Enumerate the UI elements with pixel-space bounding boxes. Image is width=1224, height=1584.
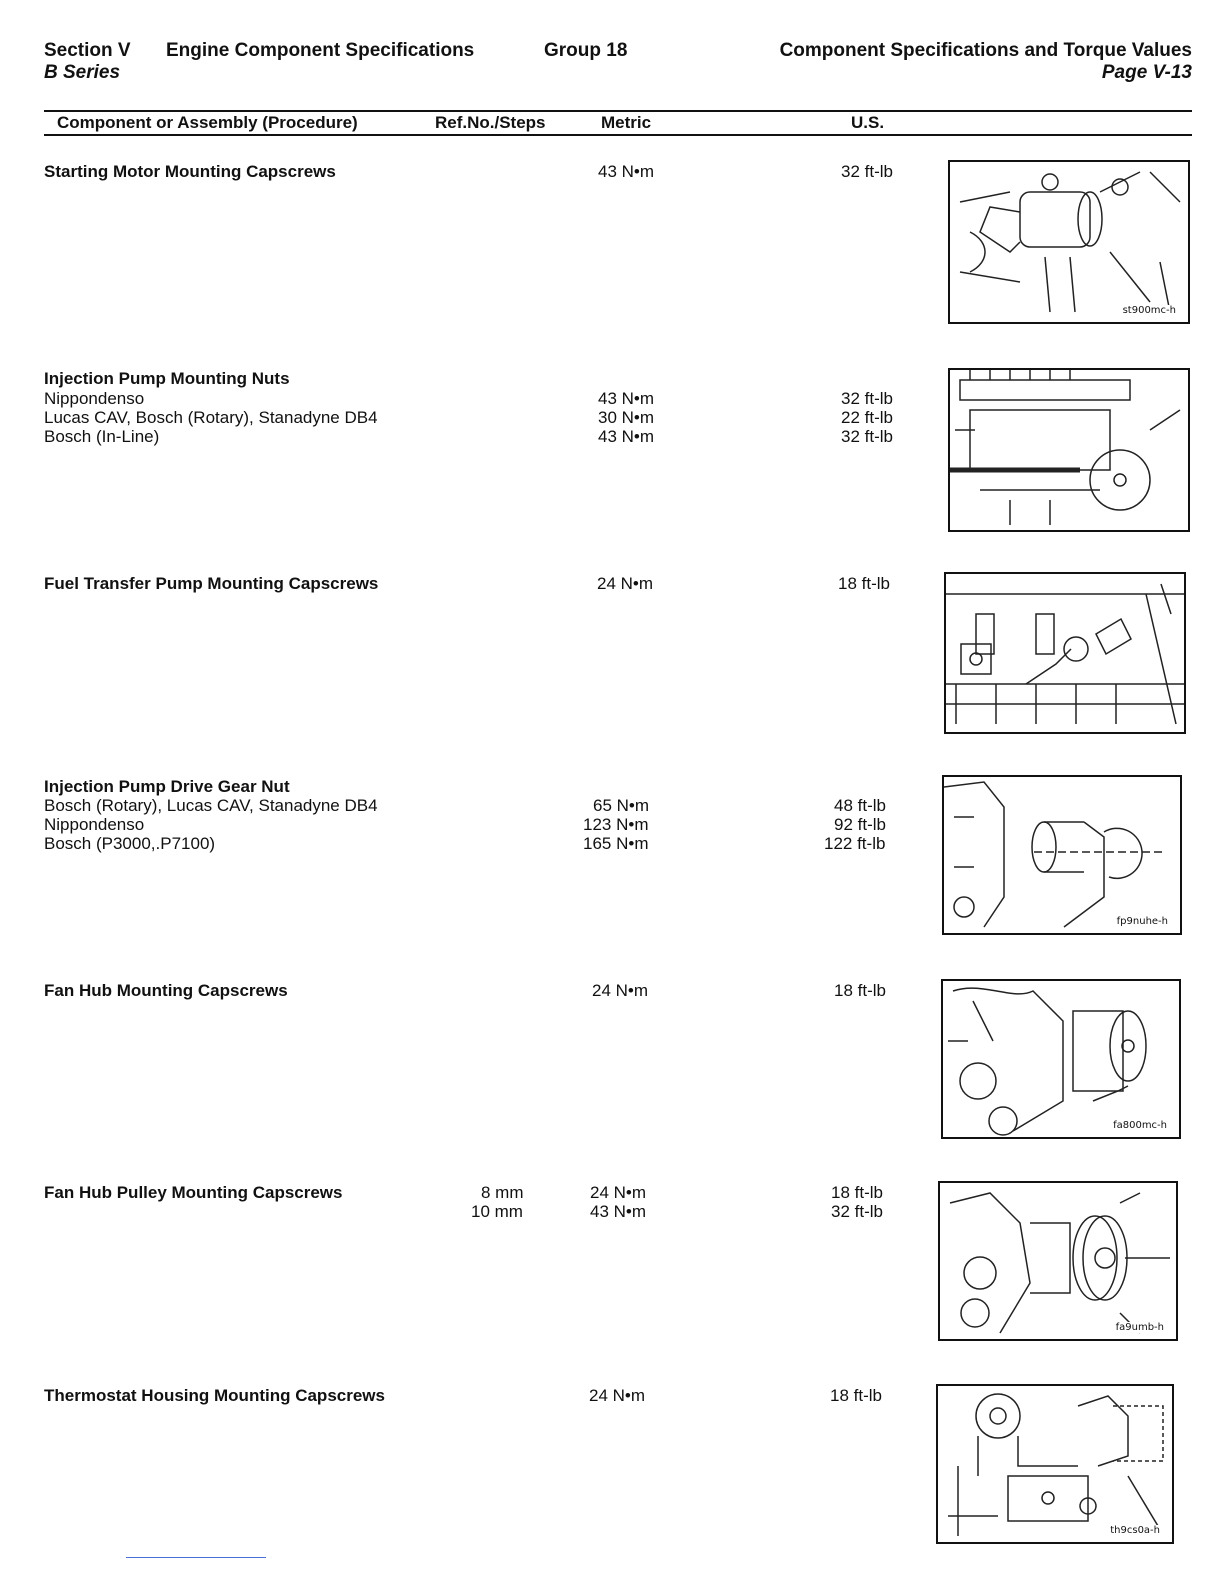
figure-code: fa9umb-h: [1115, 1322, 1164, 1333]
ref-value: 10 mm: [471, 1202, 523, 1221]
section-label: Section V: [44, 40, 131, 61]
metric-value: 43 N•m: [590, 1202, 647, 1221]
row-sub: Bosch (Rotary), Lucas CAV, Stanadyne DB4: [44, 796, 378, 815]
starting-motor-drawing: [948, 160, 1190, 324]
fan-hub-drawing: [941, 979, 1181, 1139]
col-ref: Ref.No./Steps: [435, 113, 546, 132]
us-value: 48 ft-lb: [834, 796, 886, 815]
section-title: Engine Component Specifications: [166, 40, 475, 61]
metric-value: 43 N•m: [598, 427, 655, 446]
figure-code: st900mc-h: [1122, 305, 1176, 316]
row-title: Fuel Transfer Pump Mounting Capscrews: [44, 574, 379, 593]
row-sub: Nippondenso: [44, 389, 145, 408]
col-component: Component or Assembly (Procedure): [57, 113, 358, 132]
figure-code: fp9nuhe-h: [1116, 916, 1168, 927]
figure-code: fa800mc-h: [1113, 1120, 1167, 1131]
us-value: 18 ft-lb: [831, 1183, 883, 1202]
col-us: U.S.: [851, 113, 885, 132]
row-sub: Bosch (In-Line): [44, 427, 160, 446]
metric-value: 43 N•m: [598, 389, 655, 408]
us-value: 22 ft-lb: [841, 408, 893, 427]
metric-value: 30 N•m: [598, 408, 655, 427]
injection-pump-drawing: [948, 368, 1190, 532]
row-title: Thermostat Housing Mounting Capscrews: [44, 1386, 385, 1405]
row-sub: Bosch (P3000,.P7100): [44, 834, 216, 853]
us-value: 122 ft-lb: [824, 834, 886, 853]
header-rule-bottom: [44, 134, 1192, 136]
us-value: 18 ft-lb: [838, 574, 890, 593]
metric-value: 24 N•m: [597, 574, 654, 593]
page-number: Page V-13: [1101, 62, 1192, 83]
header-rule-top: [44, 110, 1192, 112]
us-value: 18 ft-lb: [834, 981, 886, 1000]
metric-value: 24 N•m: [590, 1183, 647, 1202]
row-title: Fan Hub Mounting Capscrews: [44, 981, 288, 1000]
metric-value: 24 N•m: [589, 1386, 646, 1405]
footer-line: [126, 1557, 266, 1558]
figure-code: th9cs0a-h: [1110, 1525, 1160, 1536]
us-value: 32 ft-lb: [841, 389, 893, 408]
row-sub: Lucas CAV, Bosch (Rotary), Stanadyne DB4: [44, 408, 378, 427]
fuel-transfer-pump-drawing: [944, 572, 1186, 734]
series-label: B Series: [44, 62, 121, 83]
row-sub: Nippondenso: [44, 815, 145, 834]
row-title: Injection Pump Drive Gear Nut: [44, 777, 290, 796]
row-title: Starting Motor Mounting Capscrews: [44, 162, 336, 181]
us-value: 92 ft-lb: [834, 815, 886, 834]
metric-value: 24 N•m: [592, 981, 649, 1000]
ref-value: 8 mm: [481, 1183, 524, 1202]
us-value: 18 ft-lb: [830, 1386, 882, 1405]
metric-value: 123 N•m: [583, 815, 649, 834]
col-metric: Metric: [601, 113, 652, 132]
metric-value: 65 N•m: [593, 796, 650, 815]
row-title: Injection Pump Mounting Nuts: [44, 369, 290, 388]
us-value: 32 ft-lb: [831, 1202, 883, 1221]
us-value: 32 ft-lb: [841, 427, 893, 446]
us-value: 32 ft-lb: [841, 162, 893, 181]
metric-value: 43 N•m: [598, 162, 655, 181]
fan-hub-pulley-drawing: [938, 1181, 1178, 1341]
row-title: Fan Hub Pulley Mounting Capscrews: [44, 1183, 343, 1202]
group-label: Group 18: [544, 40, 628, 61]
thermostat-housing-drawing: [936, 1384, 1174, 1544]
metric-value: 165 N•m: [583, 834, 649, 853]
drive-gear-nut-drawing: [942, 775, 1182, 935]
page-heading: Component Specifications and Torque Values: [779, 40, 1192, 61]
